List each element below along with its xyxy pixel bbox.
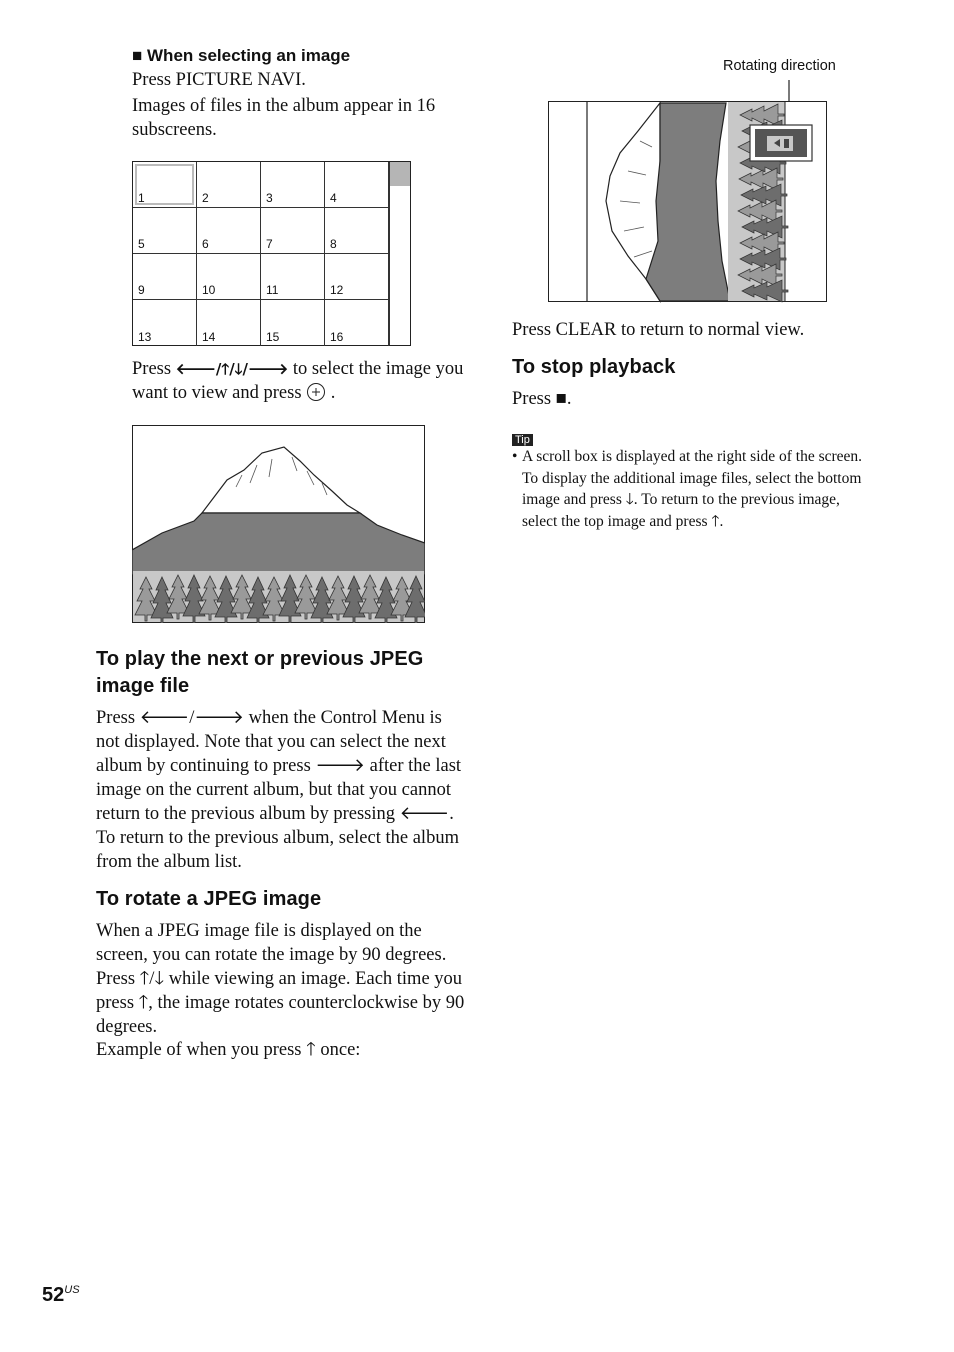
subscreen-cell[interactable] [197,254,261,300]
heading-rotate: To rotate a JPEG image [96,888,322,910]
example-text: Example of when you press 🡑 once: [96,1040,361,1060]
tip-item [512,446,874,532]
page-number: $52^{US}$ [42,1284,80,1306]
scroll-box [389,162,410,345]
heading-next-prev: To play the next or previous JPEG image file [96,648,424,697]
subscreen-cell[interactable] [133,162,197,208]
subscreen-number: 15 [266,330,280,344]
subscreen-cell[interactable] [325,162,389,208]
press-stop-text: Press ■. [512,389,572,409]
selecting-heading-text: When selecting an image [147,46,351,65]
press-picture-navi: Press PICTURE NAVI. [132,70,306,90]
tip-bullet: • [512,448,518,465]
subscreen-number: 16 [330,330,344,344]
subscreen-number: 5 [138,237,145,251]
subscreen-cell[interactable] [261,254,325,300]
subscreen-number: 9 [138,283,145,297]
subscreen-cell[interactable] [133,254,197,300]
subscreen-number: 6 [202,237,209,251]
subscreen-cell[interactable] [197,162,261,208]
page-suffix: US [64,1284,80,1296]
subscreen-number: 13 [138,330,152,344]
rotate-body: When a JPEG image file is displayed on the screen, you can rotate the image by 90 degrees. Press 🡑/🡓 while viewing an image. Each time you press 🡑, the image rotates counterclockwise by 90 degrees. [96,921,465,1037]
press-select-text: Press 🡐/🡑/🡓/🡒 to select the image you want to view and press . [132,359,464,403]
rotated-mountain-image [548,101,828,303]
tip-label: Tip [512,434,533,446]
subscreen-cell[interactable] [133,208,197,254]
rotating-direction-label: Rotating direction [723,58,836,74]
subscreen-number: 7 [266,237,273,251]
images-appear-text: Images of files in the album appear in 16 subscreens. [132,96,436,140]
subscreen-cell[interactable] [197,300,261,346]
subscreen-number: 1 [138,191,145,205]
mountain-image [132,425,425,623]
subscreen-grid [132,161,411,346]
subscreen-number: 12 [330,283,344,297]
arrow-keys-icon: 🡐/🡑/🡓/🡒 [175,360,289,378]
subscreen-number: 10 [202,283,216,297]
subscreen-cell[interactable] [133,300,197,346]
scroll-thumb [390,162,410,186]
subscreen-number: 2 [202,191,209,205]
next-prev-body: Press 🡐/🡒 when the Control Menu is not displayed. Note that you can select the next album by continuing to press 🡒 after the last image on the current album, but that you cannot return to the previous album by pressing 🡐. To return to the previous album, select the album from the album list. [96,708,462,872]
subscreen-cells [133,162,389,346]
subscreen-cell[interactable] [325,300,389,346]
bullet-square: ■ [132,46,143,65]
section-heading-selecting [132,46,350,66]
subscreen-number: 11 [266,283,279,297]
subscreen-number: 8 [330,237,337,251]
subscreen-cell[interactable] [261,208,325,254]
subscreen-cell[interactable] [261,300,325,346]
subscreen-number: 4 [330,191,337,205]
subscreen-cell[interactable] [197,208,261,254]
subscreen-number: 3 [266,191,273,205]
subscreen-cell[interactable] [325,208,389,254]
subscreen-cell[interactable] [261,162,325,208]
subscreen-number: 14 [202,330,216,344]
enter-button-icon [306,382,326,402]
heading-stop: To stop playback [512,356,676,378]
subscreen-cell[interactable] [325,254,389,300]
press-clear-text: Press CLEAR to return to normal view. [512,320,805,340]
tip-body: A scroll box is displayed at the right side of the screen. To display the additional image files, select the bottom image and press 🡓. To return to the previous image, select the top image and press 🡑. [522,448,863,530]
